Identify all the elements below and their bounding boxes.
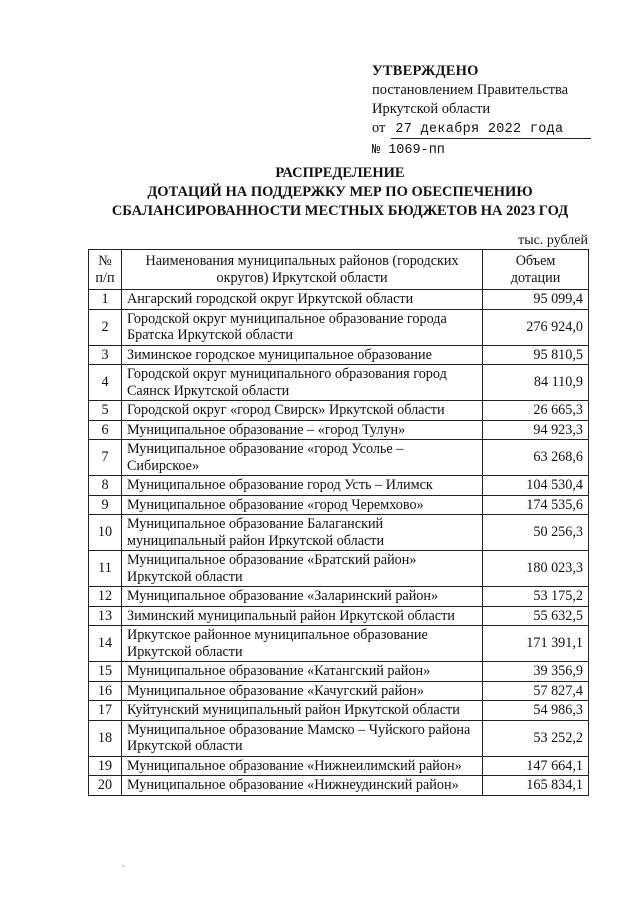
table-row bbox=[89, 420, 589, 440]
document-heading bbox=[40, 164, 640, 221]
row-number: 2 bbox=[89, 309, 122, 345]
table-row bbox=[89, 440, 589, 476]
table-row bbox=[89, 551, 589, 587]
heading-line-1: РАСПРЕДЕЛЕНИЕ bbox=[275, 165, 405, 181]
table-body bbox=[89, 290, 589, 796]
page-mark: , bbox=[122, 858, 125, 868]
row-name: Муниципальное образование «город Усолье – Сибирское» bbox=[121, 440, 482, 476]
row-number: 7 bbox=[89, 440, 122, 476]
row-name: Куйтунский муниципальный район Иркутской области bbox=[121, 701, 482, 721]
row-name: Муниципальное образование – «город Тулун» bbox=[121, 420, 482, 440]
header-value-line-2: дотации bbox=[510, 269, 561, 286]
table-row bbox=[89, 495, 589, 515]
table-header-row bbox=[89, 250, 589, 290]
approval-number: № 1069-пп bbox=[372, 143, 445, 158]
row-value: 84 110,9 bbox=[483, 365, 589, 401]
table-row bbox=[89, 662, 589, 682]
table-row bbox=[89, 681, 589, 701]
approval-stamp bbox=[372, 62, 592, 160]
row-name: Муниципальное образование «Братский район» Иркутской области bbox=[121, 551, 482, 587]
table-row bbox=[89, 476, 589, 496]
row-number: 18 bbox=[89, 720, 122, 756]
row-value: 53 252,2 bbox=[483, 720, 589, 756]
row-name: Муниципальное образование «Заларинский район» bbox=[121, 587, 482, 607]
row-value: 147 664,1 bbox=[483, 756, 589, 776]
row-value: 104 530,4 bbox=[483, 476, 589, 496]
row-name: Муниципальное образование «Нижнеудинский район» bbox=[121, 776, 482, 796]
table-row bbox=[89, 701, 589, 721]
approval-line-2: Иркутской области bbox=[372, 101, 491, 117]
table-row bbox=[89, 365, 589, 401]
subsidy-table bbox=[88, 249, 589, 796]
approval-title: УТВЕРЖДЕНО bbox=[372, 63, 479, 79]
row-number: 5 bbox=[89, 401, 122, 421]
row-name: Муниципальное образование «Катангский район» bbox=[121, 662, 482, 682]
row-value: 54 986,3 bbox=[483, 701, 589, 721]
row-number: 6 bbox=[89, 420, 122, 440]
row-number: 17 bbox=[89, 701, 122, 721]
row-number: 11 bbox=[89, 551, 122, 587]
row-name: Городской округ муниципального образования город Саянск Иркутской области bbox=[121, 365, 482, 401]
row-value: 95 099,4 bbox=[483, 290, 589, 310]
row-number: 9 bbox=[89, 495, 122, 515]
row-number: 19 bbox=[89, 756, 122, 776]
row-name: Иркутское районное муниципальное образование Иркутской области bbox=[121, 626, 482, 662]
table-row bbox=[89, 587, 589, 607]
row-value: 55 632,5 bbox=[483, 606, 589, 626]
row-number: 14 bbox=[89, 626, 122, 662]
row-value: 171 391,1 bbox=[483, 626, 589, 662]
row-name: Муниципальное образование Мамско – Чуйского района Иркутской области bbox=[121, 720, 482, 756]
row-name: Городской округ «город Свирск» Иркутской области bbox=[121, 401, 482, 421]
row-number: 1 bbox=[89, 290, 122, 310]
row-name: Муниципальное образование «Нижнеилимский район» bbox=[121, 756, 482, 776]
units-label: тыс. рублей bbox=[518, 233, 588, 248]
row-value: 276 924,0 bbox=[483, 309, 589, 345]
row-name: Муниципальное образование Балаганский муниципальный район Иркутской области bbox=[121, 515, 482, 551]
row-value: 165 834,1 bbox=[483, 776, 589, 796]
row-name: Муниципальное образование город Усть – Илимск bbox=[121, 476, 482, 496]
header-name: Наименования муниципальных районов (городских округов) Иркутской области bbox=[121, 250, 482, 290]
row-value: 174 535,6 bbox=[483, 495, 589, 515]
row-number: 10 bbox=[89, 515, 122, 551]
row-name: Муниципальное образование «город Черемхово» bbox=[121, 495, 482, 515]
row-number: 13 bbox=[89, 606, 122, 626]
row-name: Зиминский муниципальный район Иркутской области bbox=[121, 606, 482, 626]
row-value: 53 175,2 bbox=[483, 587, 589, 607]
heading-line-3: СБАЛАНСИРОВАННОСТИ МЕСТНЫХ БЮДЖЕТОВ НА 2023 ГОД bbox=[111, 203, 569, 219]
heading-line-2: ДОТАЦИЙ НА ПОДДЕРЖКУ МЕР ПО ОБЕСПЕЧЕНИЮ bbox=[147, 184, 533, 200]
row-number: 3 bbox=[89, 345, 122, 365]
table-row bbox=[89, 756, 589, 776]
header-number bbox=[89, 250, 122, 290]
row-value: 63 268,6 bbox=[483, 440, 589, 476]
header-number-line-1: № bbox=[98, 253, 112, 269]
approval-line-1: постановлением Правительства bbox=[372, 82, 569, 98]
table-row bbox=[89, 290, 589, 310]
row-name: Муниципальное образование «Качугский район» bbox=[121, 681, 482, 701]
row-value: 180 023,3 bbox=[483, 551, 589, 587]
header-value-line-1: Объем bbox=[515, 253, 556, 269]
row-number: 20 bbox=[89, 776, 122, 796]
table-row bbox=[89, 606, 589, 626]
row-name: Городской округ муниципальное образование города Братска Иркутской области bbox=[121, 309, 482, 345]
approval-date-label: от bbox=[372, 120, 386, 136]
row-number: 8 bbox=[89, 476, 122, 496]
row-number: 15 bbox=[89, 662, 122, 682]
table-row bbox=[89, 776, 589, 796]
table-row bbox=[89, 309, 589, 345]
row-value: 50 256,3 bbox=[483, 515, 589, 551]
row-value: 39 356,9 bbox=[483, 662, 589, 682]
table-row bbox=[89, 401, 589, 421]
table-row bbox=[89, 626, 589, 662]
row-value: 26 665,3 bbox=[483, 401, 589, 421]
table-row bbox=[89, 720, 589, 756]
header-value bbox=[483, 250, 589, 290]
approval-date-line bbox=[372, 119, 592, 139]
row-value: 94 923,3 bbox=[483, 420, 589, 440]
header-number-line-2: п/п bbox=[95, 269, 115, 286]
row-number: 12 bbox=[89, 587, 122, 607]
table-row bbox=[89, 345, 589, 365]
row-value: 95 810,5 bbox=[483, 345, 589, 365]
table-row bbox=[89, 515, 589, 551]
row-name: Зиминское городское муниципальное образование bbox=[121, 345, 482, 365]
approval-date-value: 27 декабря 2022 года bbox=[391, 121, 591, 139]
row-value: 57 827,4 bbox=[483, 681, 589, 701]
row-name: Ангарский городской округ Иркутской области bbox=[121, 290, 482, 310]
row-number: 16 bbox=[89, 681, 122, 701]
row-number: 4 bbox=[89, 365, 122, 401]
